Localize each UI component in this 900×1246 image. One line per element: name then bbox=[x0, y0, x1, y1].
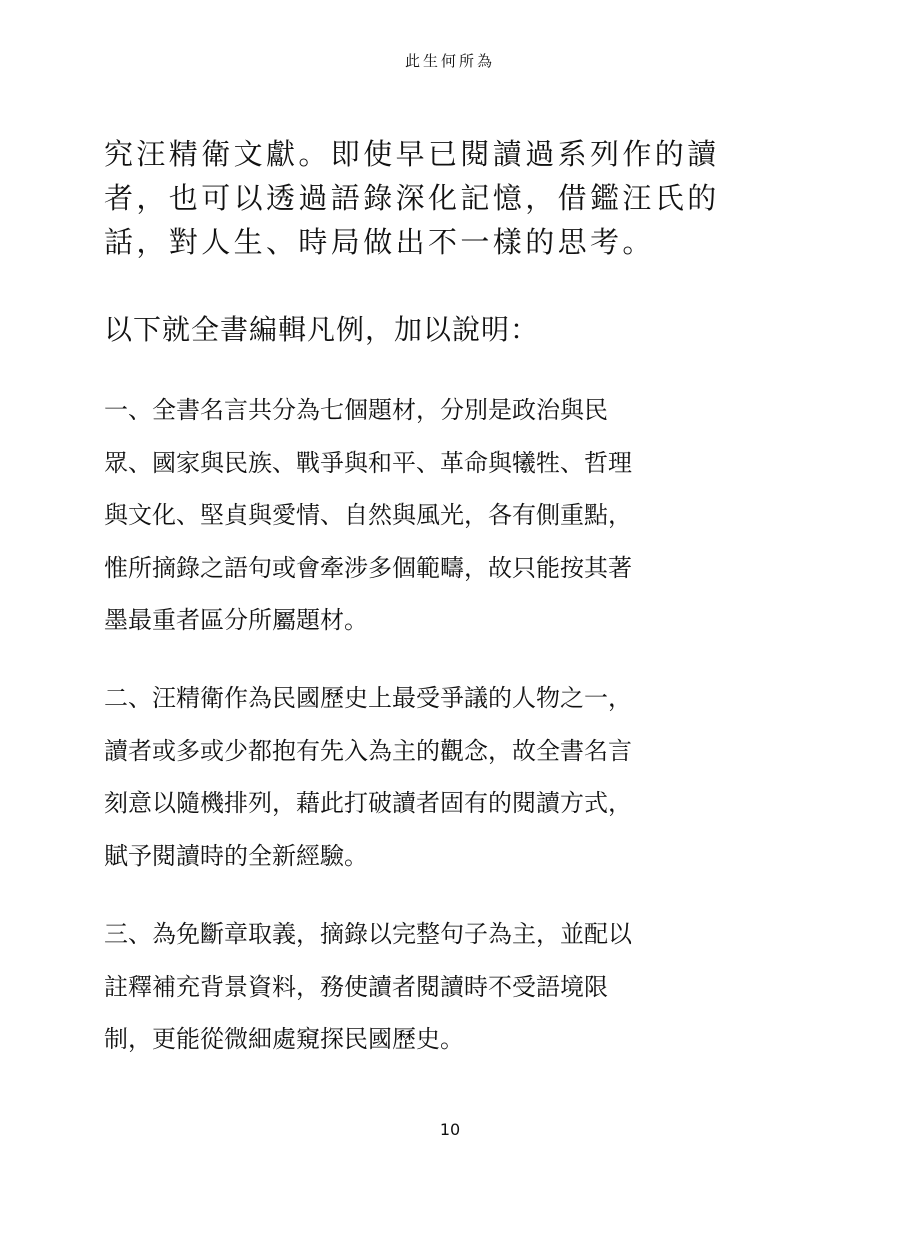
rule-line: 與文化、堅貞與愛情、自然與風光，各有側重點， bbox=[104, 501, 632, 529]
rule-line: 二、汪精衛作為民國歷史上最受爭議的人物之一， bbox=[104, 684, 632, 712]
rule-line: 註釋補充背景資料，務使讀者閱讀時不受語境限 bbox=[104, 972, 608, 1001]
intro-paragraph bbox=[104, 132, 720, 264]
editorial-rule-2 bbox=[104, 672, 632, 882]
intro-line: 話，對人生、時局做出不一樣的思考。 bbox=[104, 225, 655, 259]
rule-line: 眾、國家與民族、戰爭與和平、革命與犧牲、哲理 bbox=[104, 448, 632, 477]
rule-line: 惟所摘錄之語句或會牽涉多個範疇，故只能按其著 bbox=[104, 553, 632, 582]
rule-line: 制，更能從微細處窺探民國歷史。 bbox=[104, 1025, 464, 1053]
rule-line: 賦予閱讀時的全新經驗。 bbox=[104, 841, 368, 870]
intro-line: 究汪精衛文獻。即使早已閱讀過系列作的讀 bbox=[104, 137, 720, 171]
editorial-rule-1 bbox=[104, 384, 632, 647]
rule-line: 三、為免斷章取義，摘錄以完整句子為主，並配以 bbox=[104, 920, 632, 948]
intro-line: 者，也可以透過語錄深化記憶，借鑑汪氏的 bbox=[104, 181, 720, 215]
editorial-lead: 以下就全書編輯凡例，加以說明： bbox=[104, 313, 540, 346]
rule-line: 墨最重者區分所屬題材。 bbox=[104, 606, 368, 634]
editorial-rule-3 bbox=[104, 908, 632, 1066]
running-header: 此生何所為 bbox=[404, 52, 495, 70]
rule-line: 一、全書名言共分為七個題材，分別是政治與民 bbox=[104, 396, 608, 424]
rule-line: 讀者或多或少都抱有先入為主的觀念，故全書名言 bbox=[104, 736, 632, 765]
page-number: 10 bbox=[439, 1120, 461, 1139]
rule-line: 刻意以隨機排列，藉此打破讀者固有的閱讀方式， bbox=[104, 789, 632, 817]
